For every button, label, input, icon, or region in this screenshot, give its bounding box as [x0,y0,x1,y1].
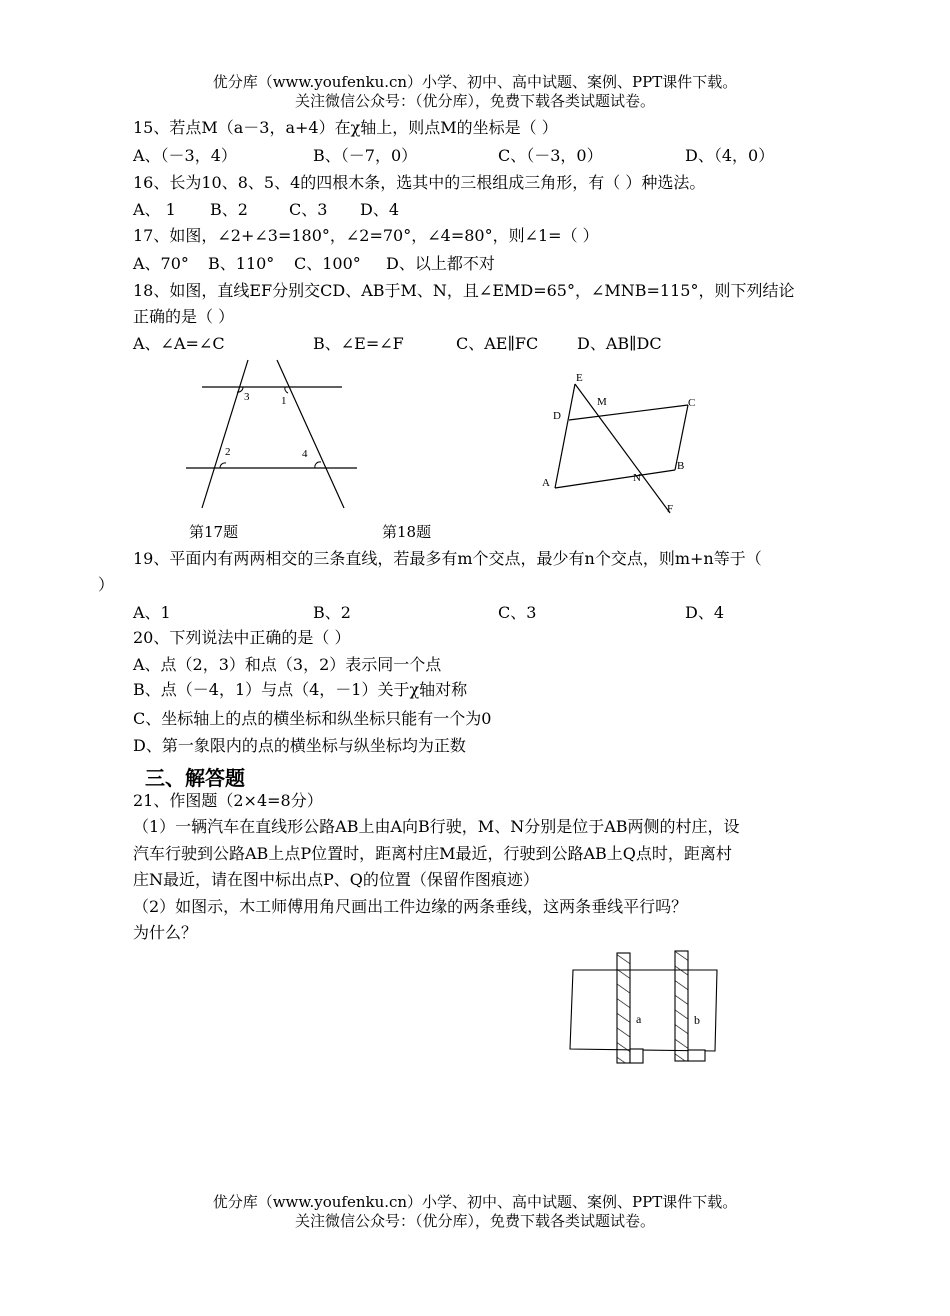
q17-option-a: A、70° [133,254,189,273]
q18-option-a: A、∠A=∠C [133,334,225,353]
label-a: a [636,1012,642,1026]
figure-18-caption: 第18题 [382,523,432,541]
figure-17-caption: 第17题 [189,523,239,541]
q20-option-a: A、点（2，3）和点（3，2）表示同一个点 [133,655,442,674]
angle-4-label: 4 [302,448,308,460]
footer-line-2: 关注微信公众号：（优分库），免费下载各类试题试卷。 [294,1212,655,1230]
q20-option-b: B、点（－4，1）与点（4，－1）关于χ轴对称 [133,680,468,699]
q21-part1-line-1: （1）一辆汽车在直线形公路AB上由A向B行驶，M、N分别是位于AB两侧的村庄，设 [133,817,740,836]
q18-option-d: D、AB∥DC [577,334,662,353]
q15-option-d: D、（4，0） [685,146,775,165]
q21-part2-line-1: （2）如图示，木工师傅用角尺画出工件边缘的两条垂线，这两条垂线平行吗？ [133,897,688,916]
angle-3-label: 3 [244,391,250,403]
point-e-label: E [576,372,583,384]
point-f-label: F [667,503,674,515]
point-a-label: A [542,477,550,489]
figure-18 [540,368,710,518]
q18-option-c: C、AE∥FC [456,334,539,353]
q19-option-a: A、1 [133,603,171,622]
figure-21 [565,948,725,1068]
q18-stem-line-2: 正确的是（ ） [133,307,235,326]
q17-option-c: C、100° [294,254,361,273]
q20-option-c: C、坐标轴上的点的横坐标和纵坐标只能有一个为0 [133,709,492,728]
angle-2-label: 2 [225,446,231,458]
q19-stem: 19、平面内有两两相交的三条直线，若最多有m个交点，最少有n个交点，则m+n等于（ [133,549,762,568]
q21-part1-line-3: 庄N最近，请在图中标出点P、Q的位置（保留作图痕迹） [133,870,539,889]
point-n-label: N [633,472,641,484]
footer-line-1: 优分库（www.youfenku.cn）小学、初中、高中试题、案例、PPT课件下载。 [212,1193,738,1211]
point-c-label: C [688,397,696,409]
header-line-2: 关注微信公众号：（优分库），免费下载各类试题试卷。 [294,92,655,110]
q21-part1-line-2: 汽车行驶到公路AB上点P位置时，距离村庄M最近，行驶到公路AB上Q点时，距离村 [133,844,732,863]
q16-option-d: D、4 [360,200,400,219]
section-3-title: 三、解答题 [145,766,245,790]
q15-option-a: A、（－3，4） [133,146,237,165]
q16-option-c: C、3 [289,200,328,219]
label-b: b [694,1013,700,1027]
q21-title: 21、作图题（2×4=8分） [133,791,323,810]
figure-17 [180,355,370,515]
q21-part2-line-2: 为什么？ [133,923,198,942]
q19-option-b: B、2 [313,603,351,622]
q18-option-b: B、∠E=∠F [313,334,404,353]
q15-stem: 15、若点M（a－3，a+4）在χ轴上，则点M的坐标是（ ） [133,118,558,137]
q17-stem: 17、如图，∠2+∠3=180°，∠2=70°，∠4=80°，则∠1=（ ） [133,226,599,245]
q19-option-d: D、4 [685,603,725,622]
header-line-1: 优分库（www.youfenku.cn）小学、初中、高中试题、案例、PPT课件下载。 [212,73,738,91]
q19-option-c: C、3 [498,603,537,622]
q16-option-a: A、 1 [133,200,176,219]
point-d-label: D [553,410,561,422]
q17-option-b: B、110° [208,254,275,273]
q16-option-b: B、2 [210,200,248,219]
q15-option-b: B、（－7，0） [313,146,418,165]
q16-stem: 16、长为10、8、5、4的四根木条，选其中的三根组成三角形，有（ ）种选法。 [133,173,706,192]
point-m-label: M [597,396,607,408]
q20-option-d: D、第一象限内的点的横坐标与纵坐标均为正数 [133,736,466,755]
q15-option-c: C、（－3，0） [498,146,603,165]
q20-stem: 20、下列说法中正确的是（ ） [133,628,351,647]
angle-1-label: 1 [281,395,287,407]
point-b-label: B [677,460,685,472]
q18-stem-line-1: 18、如图，直线EF分别交CD、AB于M、N，且∠EMD=65°，∠MNB=115°，则下列结论 [133,281,795,300]
q17-option-d: D、以上都不对 [386,254,495,273]
q19-stem-end: ） [98,575,115,594]
